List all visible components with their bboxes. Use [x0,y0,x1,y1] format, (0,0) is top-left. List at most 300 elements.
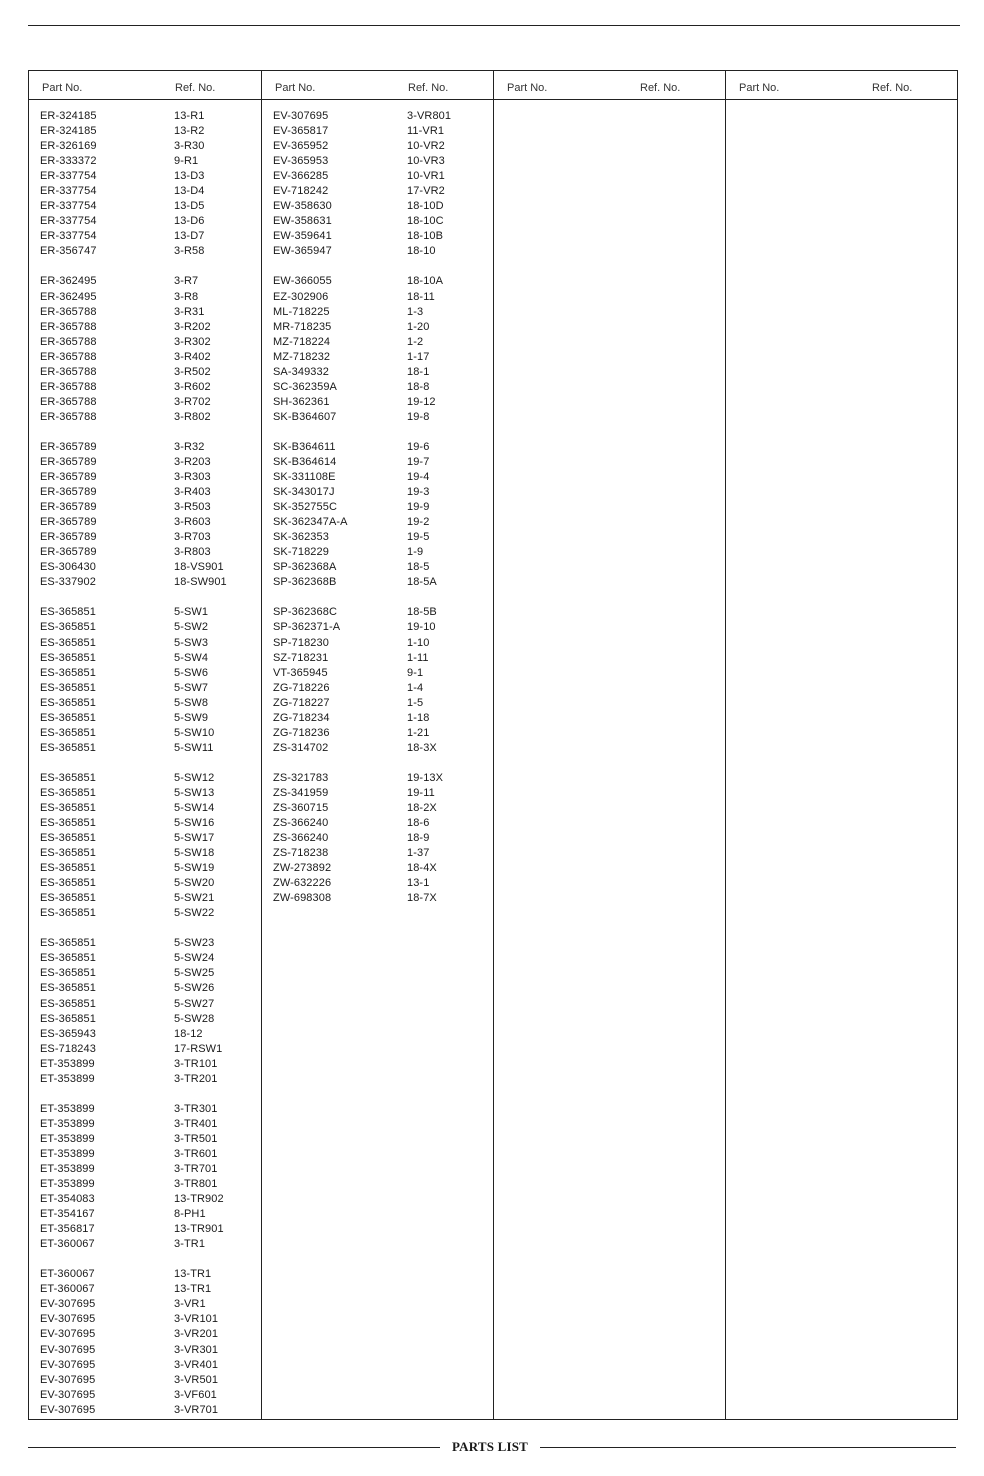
ref-no: 10-VR1 [407,170,445,183]
table-row [29,109,261,124]
part-no: SP-718230 [273,636,329,649]
part-no: SZ-718231 [273,651,329,664]
ref-no: 3-VR401 [174,1358,219,1371]
part-no: ES-365851 [40,666,96,679]
part-no: ES-365851 [40,651,96,664]
ref-no: 13-TR901 [174,1223,224,1236]
ref-no: 3-TR501 [174,1132,218,1145]
ref-no: 5-SW1 [174,606,209,619]
part-no: EV-718242 [273,185,329,198]
column-header [29,71,261,100]
ref-no: 1-37 [407,847,430,860]
ref-no: 3-R703 [174,531,211,544]
part-no: EV-307695 [40,1298,96,1311]
part-no: ER-337754 [40,185,97,198]
table-row [262,861,493,876]
table-row [29,861,261,876]
table-row [29,1388,261,1403]
table-row [262,636,493,651]
ref-no: 3-R30 [174,140,205,153]
table-row [262,380,493,395]
ref-no: 17-VR2 [407,185,445,198]
ref-no: 3-TR1 [174,1238,206,1251]
ref-no: 3-TR301 [174,1102,218,1115]
part-no: EV-307695 [40,1358,96,1371]
ref-no: 5-SW25 [174,967,215,980]
ref-no: 13-D3 [174,170,205,183]
ref-no: 5-SW7 [174,681,209,694]
part-no: ER-365789 [40,516,97,529]
ref-no: 3-VF601 [174,1388,217,1401]
ref-no: 13-D6 [174,215,205,228]
table-row [29,1327,261,1342]
ref-no: 18-1 [407,365,430,378]
part-no: ES-365943 [40,1027,96,1040]
ref-no: 18-3X [407,741,437,754]
part-no: ZG-718226 [273,681,330,694]
table-row [29,741,261,756]
parts-column-2 [261,71,493,1419]
ref-no: 18-10A [407,275,444,288]
ref-no: 13-TR1 [174,1268,212,1281]
ref-no: 5-SW22 [174,907,215,920]
table-row [262,229,493,244]
part-no: ZW-632226 [273,877,332,890]
ref-no: 3-R602 [174,380,211,393]
table-row [29,1132,261,1147]
table-row [29,1237,261,1252]
table-row [29,981,261,996]
ref-no: 18-5 [407,561,430,574]
part-no: EV-307695 [40,1313,96,1326]
ref-no: 5-SW10 [174,726,215,739]
part-no: SK-331108E [273,471,336,484]
part-no: ER-365788 [40,320,97,333]
ref-no: 5-SW3 [174,636,209,649]
table-row [29,936,261,951]
ref-no: 1-17 [407,350,430,363]
table-row [29,545,261,560]
ref-no: 13-TR902 [174,1193,224,1206]
ref-no: 17-RSW1 [174,1042,223,1055]
ref-no: 5-SW28 [174,1012,215,1025]
ref-no: 13-R2 [174,125,205,138]
table-row [29,666,261,681]
table-row [262,876,493,891]
table-row [29,1373,261,1388]
ref-no: 13-R1 [174,110,205,122]
part-no: ES-365851 [40,606,96,619]
part-no: EV-307695 [40,1388,96,1401]
part-no: ES-365851 [40,832,96,845]
table-row [29,169,261,184]
ref-no: 18-12 [174,1027,203,1040]
part-no-header: Part No. [42,82,83,94]
ref-no: 1-5 [407,696,424,709]
part-no: EZ-302906 [273,290,329,303]
ref-no: 3-R503 [174,501,211,514]
ref-no: 3-R8 [174,290,199,303]
table-row [29,681,261,696]
part-no: ES-365851 [40,711,96,724]
table-row [29,154,261,169]
ref-no: 13-TR1 [174,1283,212,1296]
table-row [29,771,261,786]
part-no: SA-349332 [273,365,329,378]
row-group [29,274,261,424]
part-no: ES-365851 [40,952,96,965]
table-row [29,651,261,666]
ref-no: 5-SW14 [174,801,215,814]
ref-no: 19-4 [407,471,430,484]
table-row [29,320,261,335]
table-row [262,560,493,575]
top-rule [28,25,960,26]
table-row [262,350,493,365]
parts-column-1 [29,71,261,1419]
table-row [29,1358,261,1373]
ref-no: 13-D5 [174,200,205,213]
table-row [29,350,261,365]
ref-no: 3-VR101 [174,1313,219,1326]
table-row [29,1343,261,1358]
part-no: ES-365851 [40,817,96,830]
part-no: SP-362371-A [273,621,341,634]
ref-no: 3-R58 [174,245,205,258]
part-no: ZS-314702 [273,741,329,754]
part-no: SK-362347A-A [273,516,348,529]
part-no: ES-365851 [40,862,96,875]
ref-no: 5-SW20 [174,877,215,890]
ref-no-header: Ref. No. [872,82,913,94]
part-no: ES-306430 [40,561,96,574]
part-no: ES-365851 [40,877,96,890]
ref-no: 5-SW19 [174,862,215,875]
table-row [29,1403,261,1418]
part-no: ES-365851 [40,771,96,784]
ref-no: 1-2 [407,335,424,348]
ref-no: 19-5 [407,531,430,544]
table-row [262,244,493,259]
ref-no: 18-5B [407,606,437,619]
part-no: ER-365788 [40,365,97,378]
table-row [29,1027,261,1042]
ref-no: 19-6 [407,440,430,453]
part-no: EV-365953 [273,155,329,168]
ref-no: 5-SW6 [174,666,209,679]
row-group [29,936,261,1086]
part-no: EW-359641 [273,230,332,243]
table-row [29,726,261,741]
table-row [29,395,261,410]
ref-no: 3-R802 [174,410,211,423]
part-no: ES-365851 [40,621,96,634]
table-row [262,124,493,139]
part-no: ES-365851 [40,892,96,905]
table-row [262,184,493,199]
part-no: ER-365789 [40,546,97,559]
table-row [29,711,261,726]
part-no: ET-353899 [40,1147,95,1160]
table-row [262,214,493,229]
ref-no: 1-18 [407,711,430,724]
part-no: ER-365789 [40,486,97,499]
ref-no: 1-9 [407,546,424,559]
table-row [29,1297,261,1312]
table-row [29,1012,261,1027]
table-row [29,139,261,154]
ref-no: 3-VR201 [174,1328,219,1341]
table-row [262,290,493,305]
table-row [29,290,261,305]
part-no: SK-362353 [273,531,329,544]
part-no: ET-353899 [40,1163,95,1175]
ref-no: 18-SW901 [174,576,227,589]
row-group [29,605,261,755]
ref-no: 19-13X [407,771,444,784]
ref-no-header: Ref. No. [175,82,216,94]
table-row [262,846,493,861]
part-no: EV-365817 [273,125,329,138]
part-no: ER-365789 [40,471,97,484]
part-no: ER-365788 [40,305,97,318]
part-no: SH-362361 [273,395,330,408]
table-row [29,906,261,921]
ref-no: 5-SW21 [174,892,215,905]
row-group [29,1102,261,1252]
table-row [262,816,493,831]
ref-no: 19-8 [407,410,430,423]
table-row [29,1162,261,1177]
part-no: ER-365788 [40,380,97,393]
column-rows [29,109,261,1433]
part-no: EV-307695 [40,1343,96,1356]
ref-no: 11-VR1 [407,125,445,138]
ref-no: 3-R603 [174,516,211,529]
part-no: EV-307695 [273,110,329,122]
ref-no: 18-2X [407,801,437,814]
part-no: ET-353899 [40,1072,95,1085]
part-no: SK-B364614 [273,455,337,468]
row-group [262,605,493,755]
table-row [29,1312,261,1327]
table-row [29,560,261,575]
part-no: EV-307695 [40,1373,96,1386]
ref-no: 1-10 [407,636,430,649]
row-group [262,274,493,424]
ref-no: 1-20 [407,320,430,333]
ref-no: 13-1 [407,877,430,890]
part-no: ES-718243 [40,1042,96,1055]
part-no: ES-365851 [40,786,96,799]
part-no-header: Part No. [507,82,548,94]
part-no: ZG-718234 [273,711,330,724]
table-row [262,605,493,620]
part-no: EV-307695 [40,1328,96,1341]
parts-table [28,70,958,1420]
part-no: ER-324185 [40,110,97,122]
part-no: EW-366055 [273,275,332,288]
part-no: ZS-341959 [273,786,329,799]
ref-no: 3-TR201 [174,1072,218,1085]
table-row [262,891,493,906]
part-no: ET-356817 [40,1223,95,1236]
part-no: ES-365851 [40,801,96,814]
ref-no: 1-4 [407,681,424,694]
part-no: ES-365851 [40,681,96,694]
column-header [726,71,957,100]
table-row [29,846,261,861]
table-row [29,1147,261,1162]
table-row [29,831,261,846]
table-row [29,801,261,816]
ref-no: 9-R1 [174,155,199,168]
table-row [262,109,493,124]
part-no: ER-365789 [40,531,97,544]
table-row [29,951,261,966]
part-no: ER-356747 [40,245,97,258]
part-no: EW-358631 [273,215,332,228]
table-row [262,545,493,560]
table-row [262,801,493,816]
part-no: ET-353899 [40,1132,95,1145]
table-row [29,500,261,515]
ref-no: 19-7 [407,455,430,468]
ref-no: 18-10C [407,215,444,228]
table-row [29,891,261,906]
table-row [29,696,261,711]
part-no: SK-B364607 [273,410,337,423]
footer-rule-right [540,1447,956,1448]
part-no: SK-352755C [273,501,337,514]
ref-no: 3-VR801 [407,110,452,122]
part-no: SK-718229 [273,546,329,559]
ref-no-header: Ref. No. [408,82,449,94]
table-row [29,485,261,500]
table-row [29,605,261,620]
part-no: ZS-321783 [273,771,329,784]
table-row [29,1222,261,1237]
ref-no: 5-SW17 [174,832,215,845]
ref-no: 3-VR301 [174,1343,219,1356]
ref-no: 18-10 [407,245,436,258]
table-row [262,410,493,425]
table-row [29,274,261,289]
table-row [262,711,493,726]
ref-no: 3-R803 [174,546,211,559]
ref-no: 3-TR101 [174,1057,218,1070]
part-no: SP-362368A [273,561,337,574]
column-header [494,71,725,100]
table-row [29,1117,261,1132]
ref-no: 10-VR2 [407,140,445,153]
row-group [29,771,261,921]
table-row [29,184,261,199]
table-row [262,620,493,635]
table-row [262,696,493,711]
table-row [262,771,493,786]
part-no: ZS-718238 [273,847,329,860]
part-no: ER-365789 [40,440,97,453]
table-row [29,620,261,635]
table-row [29,966,261,981]
table-row [262,139,493,154]
ref-no: 5-SW12 [174,771,215,784]
table-row [29,876,261,891]
table-row [29,365,261,380]
table-row [262,831,493,846]
part-no: ER-365788 [40,410,97,423]
table-row [262,515,493,530]
part-no: ER-333372 [40,155,97,168]
table-row [29,1057,261,1072]
table-row [262,365,493,380]
part-no: EV-366285 [273,170,329,183]
row-group [262,440,493,590]
part-no: EW-365947 [273,245,332,258]
ref-no: 3-R502 [174,365,211,378]
table-row [262,274,493,289]
part-no: ES-365851 [40,967,96,980]
table-row [262,651,493,666]
part-no: ES-365851 [40,636,96,649]
table-row [29,1192,261,1207]
ref-no: 3-R7 [174,275,199,288]
ref-no: 18-10D [407,200,444,213]
part-no: EV-307695 [40,1403,96,1416]
part-no: ER-362495 [40,290,97,303]
part-no: ET-360067 [40,1268,95,1281]
ref-no: 3-VR1 [174,1298,206,1311]
part-no: ES-365851 [40,741,96,754]
part-no: EV-365952 [273,140,329,153]
part-no: ES-365851 [40,997,96,1010]
ref-no: 18-VS901 [174,561,224,574]
table-row [29,515,261,530]
part-no: ET-354167 [40,1208,95,1221]
ref-no: 5-SW2 [174,621,209,634]
ref-no: 18-9 [407,832,430,845]
ref-no: 3-R202 [174,320,211,333]
table-row [29,636,261,651]
table-row [29,997,261,1012]
table-row [29,440,261,455]
part-no: ET-353899 [40,1057,95,1070]
ref-no: 1-21 [407,726,430,739]
ref-no: 1-3 [407,305,424,318]
table-row [29,199,261,214]
table-row [262,154,493,169]
part-no: ER-337754 [40,200,97,213]
table-row [29,1207,261,1222]
row-group [262,771,493,906]
ref-no: 3-VR501 [174,1373,219,1386]
part-no-header: Part No. [275,82,316,94]
part-no: ZS-366240 [273,817,329,830]
part-no: SC-362359A [273,380,337,393]
table-row [29,229,261,244]
ref-no: 8-PH1 [174,1208,206,1221]
part-no: ES-365851 [40,696,96,709]
part-no: ER-337754 [40,230,97,243]
table-row [262,199,493,214]
ref-no: 5-SW26 [174,982,215,995]
part-no: ES-365851 [40,937,96,950]
table-row [29,380,261,395]
ref-no: 18-6 [407,817,430,830]
row-group [262,109,493,259]
part-no: MZ-718232 [273,350,331,363]
